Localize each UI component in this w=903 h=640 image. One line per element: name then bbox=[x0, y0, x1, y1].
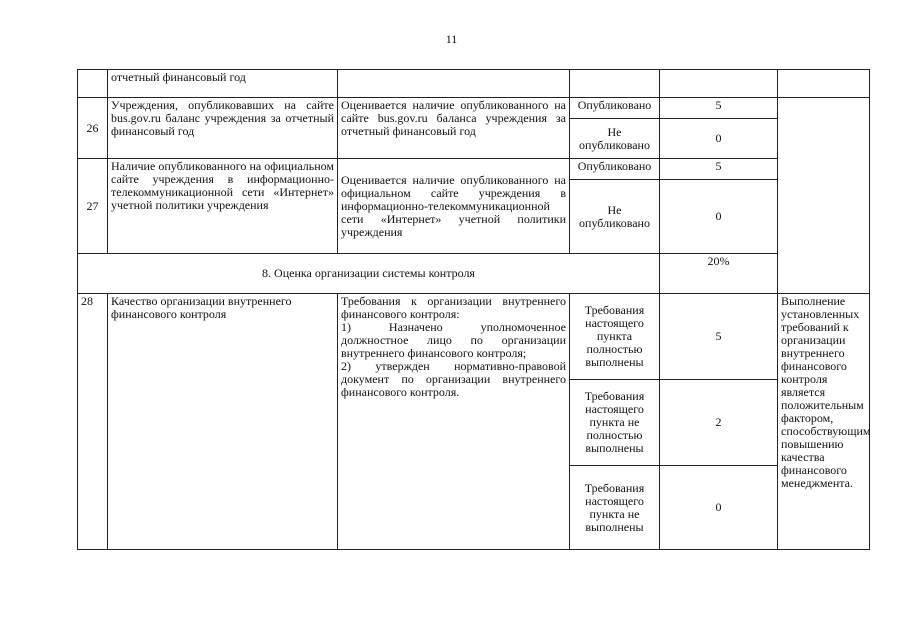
evaluation-table bbox=[77, 69, 870, 550]
option-score: 0 bbox=[660, 119, 778, 159]
description-text: Оценивается наличие опубликованного на сайте bus.gov.ru баланса учреждения за отчетный финансовый год bbox=[338, 98, 570, 159]
description-line: Требования к организации внутреннего финансового контроля: bbox=[341, 294, 566, 321]
description-text: Оценивается наличие опубликованного на официальном сайте учреждения в информационно-телекоммуникационной сети «Интернет» учетной политики учреждения bbox=[338, 159, 570, 254]
table-row-27 bbox=[78, 159, 870, 180]
criterion-text: Качество организации внутреннего финансового контроля bbox=[108, 294, 338, 550]
row-number: 26 bbox=[78, 98, 108, 159]
option-label: Опубликовано bbox=[570, 98, 660, 119]
section-title: 8. Оценка организации системы контроля bbox=[78, 254, 660, 294]
description-cell bbox=[338, 70, 570, 98]
option-label: Требования настоящего пункта не полностью выполнены bbox=[570, 380, 660, 466]
row-number: 28 bbox=[78, 294, 108, 550]
row-number-cell bbox=[78, 70, 108, 98]
option-score: 2 bbox=[660, 380, 778, 466]
table-row-continuation bbox=[78, 70, 870, 98]
score-cell bbox=[660, 70, 778, 98]
note-cell bbox=[778, 98, 870, 294]
table-row-26 bbox=[78, 98, 870, 119]
option-label: Требования настоящего пункта полностью выполнены bbox=[570, 294, 660, 380]
criterion-text: Наличие опубликованного на официальном сайте учреждения в информационно-телекоммуникационной сети «Интернет» учетной политики учреждения bbox=[108, 159, 338, 254]
description-text bbox=[338, 294, 570, 550]
option-label: Опубликовано bbox=[570, 159, 660, 180]
criterion-cell: отчетный финансовый год bbox=[108, 70, 338, 98]
table-row-28 bbox=[78, 294, 870, 380]
option-cell bbox=[570, 70, 660, 98]
description-line: 2) утвержден нормативно-правовой документ по организации внутреннего финансового контроля. bbox=[341, 359, 566, 399]
option-label: Не опубликовано bbox=[570, 119, 660, 159]
row-number: 27 bbox=[78, 159, 108, 254]
option-score: 0 bbox=[660, 180, 778, 254]
option-score: 5 bbox=[660, 294, 778, 380]
option-label: Не опубликовано bbox=[570, 180, 660, 254]
option-score: 5 bbox=[660, 159, 778, 180]
note-text: Выполнение установленных требований к организации внутреннего финансового контроля является положительным фактором, способствующим повышению качества финансового менеджмента. bbox=[778, 294, 870, 550]
section-weight: 20% bbox=[660, 254, 778, 294]
description-line: 1) Назначено уполномоченное должностное лицо по организации внутреннего финансового контроля; bbox=[341, 320, 566, 360]
option-label: Требования настоящего пункта не выполнены bbox=[570, 466, 660, 550]
section-row bbox=[78, 254, 870, 294]
criterion-text: Учреждения, опубликовавших на сайте bus.gov.ru баланс учреждения за отчетный финансовый год bbox=[108, 98, 338, 159]
option-score: 5 bbox=[660, 98, 778, 119]
note-cell bbox=[778, 70, 870, 98]
option-score: 0 bbox=[660, 466, 778, 550]
page-number: 11 bbox=[445, 32, 458, 46]
